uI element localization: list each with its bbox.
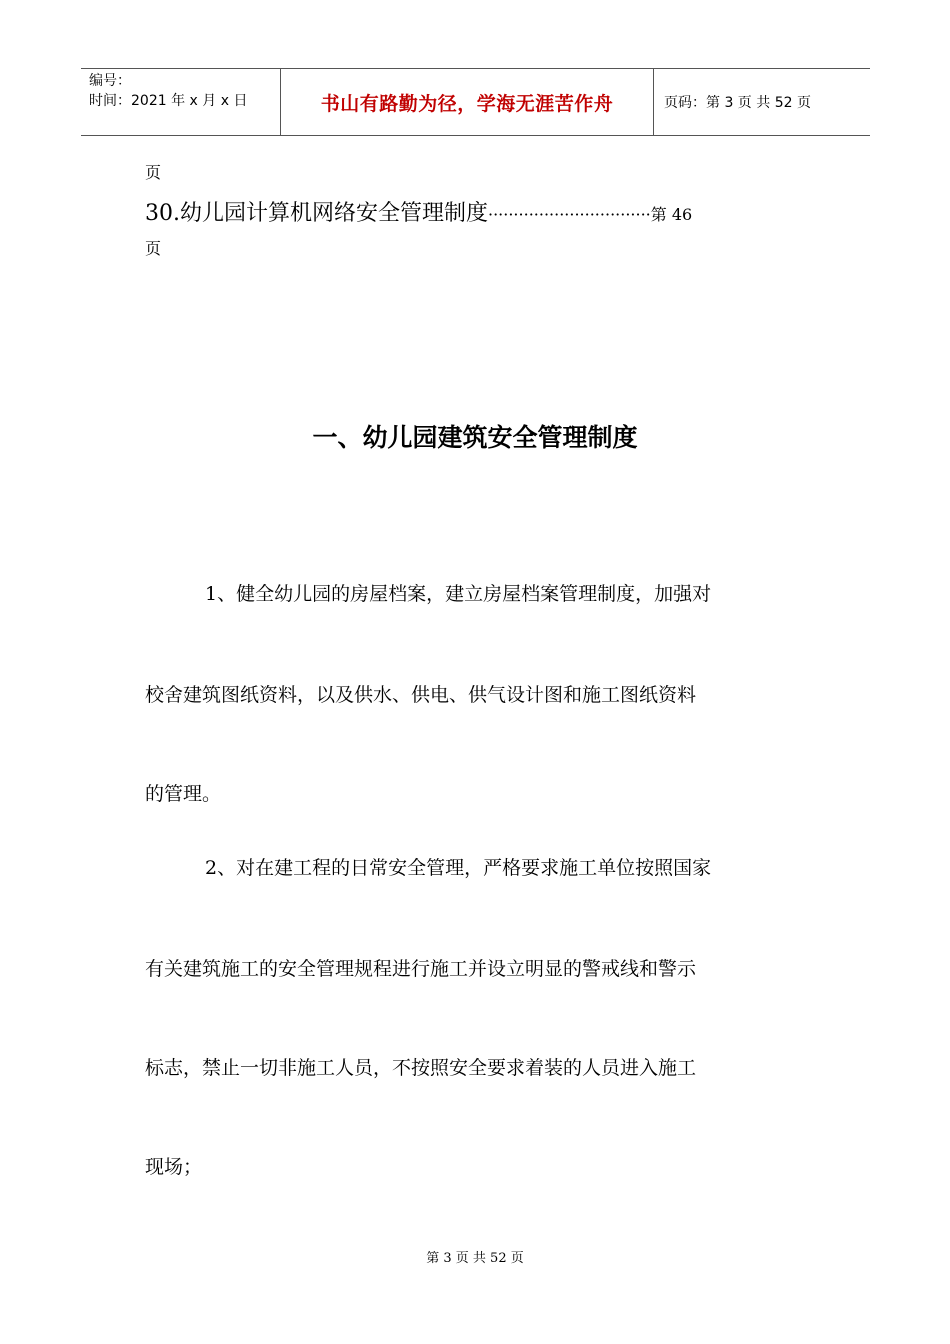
header-meta bbox=[81, 69, 281, 135]
paragraph-1-line-2: 校舍建筑图纸资料，以及供水、供电、供气设计图和施工图纸资料 bbox=[145, 684, 697, 706]
paragraph-1-line-1: 1、健全幼儿园的房屋档案，建立房屋档案管理制度，加强对 bbox=[205, 583, 712, 605]
page-footer: 第 3 页 共 52 页 bbox=[426, 1251, 524, 1266]
paragraph-2-line-4: 现场； bbox=[145, 1156, 203, 1178]
section-title: 一、幼儿园建筑安全管理制度 bbox=[312, 423, 638, 452]
paragraph-2-line-3: 标志，禁止一切非施工人员，不按照安全要求着装的人员进入施工 bbox=[145, 1057, 697, 1079]
paragraph-1-line-3: 的管理。 bbox=[145, 783, 222, 805]
toc-entry-30-page: 第 46 bbox=[650, 205, 693, 224]
toc-entry-30-title: 30.幼儿园计算机网络安全管理制度 bbox=[145, 201, 488, 226]
paragraph-2-line-2: 有关建筑施工的安全管理规程进行施工并设立明显的警戒线和警示 bbox=[145, 958, 697, 980]
header-page-info: 页码：第 3 页 共 52 页 bbox=[664, 95, 811, 111]
toc-entry-30-leader: ································ bbox=[488, 205, 651, 224]
header-motto: 书山有路勤为径，学海无涯苦作舟 bbox=[281, 69, 654, 135]
page-header bbox=[81, 68, 870, 136]
paragraph-2-line-1: 2、对在建工程的日常安全管理，严格要求施工单位按照国家 bbox=[205, 857, 712, 879]
document-date-label: 时间：2021 年 x 月 x 日 bbox=[89, 93, 248, 109]
toc-prev-page-tail: 页 bbox=[145, 163, 162, 182]
toc-entry-30 bbox=[145, 196, 692, 227]
document-number-label: 编号： bbox=[89, 73, 131, 89]
toc-entry-30-page-tail: 页 bbox=[145, 239, 162, 258]
